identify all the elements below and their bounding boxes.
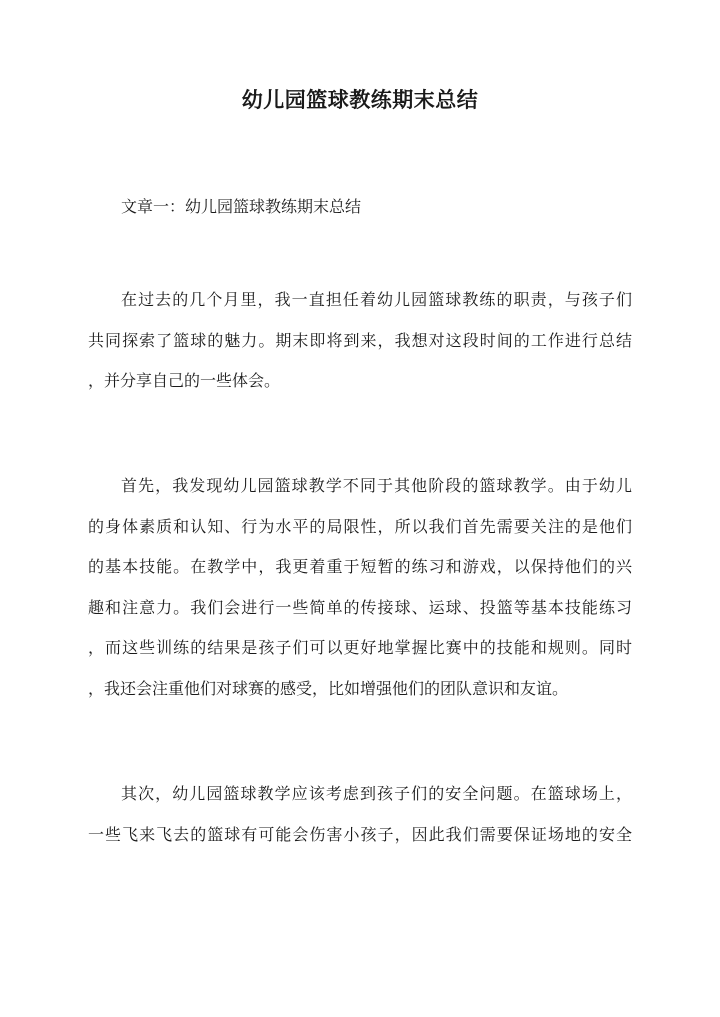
paragraph-line: ，我还会注重他们对球赛的感受，比如增强他们的团队意识和友谊。 bbox=[88, 678, 569, 698]
article-subtitle: 文章一：幼儿园篮球教练期末总结 bbox=[121, 197, 362, 216]
paragraph-line: 趣和注意力。我们会进行一些简单的传接球、运球、投篮等基本技能练习 bbox=[88, 597, 632, 617]
paragraph-line: ，而这些训练的结果是孩子们可以更好地掌握比赛中的技能和规则。同时 bbox=[88, 638, 632, 657]
paragraph-line: ，并分享自己的一些体会。 bbox=[88, 371, 281, 390]
paragraph-line: 的基本技能。在教学中，我更着重于短暂的练习和游戏，以保持他们的兴 bbox=[88, 557, 632, 576]
paragraph-intro bbox=[88, 280, 632, 402]
paragraph-line: 首先，我发现幼儿园篮球教学不同于其他阶段的篮球教学。由于幼儿 bbox=[121, 476, 632, 495]
paragraph-line: 其次，幼儿园篮球教学应该考虑到孩子们的安全问题。在篮球场上， bbox=[121, 784, 632, 803]
paragraph-first-point bbox=[88, 466, 632, 709]
paragraph-line: 的身体素质和认知、行为水平的局限性，所以我们首先需要关注的是他们 bbox=[88, 516, 632, 536]
paragraph-second-point bbox=[88, 774, 632, 855]
paragraph-line: 共同探索了篮球的魅力。期末即将到来，我想对这段时间的工作进行总结 bbox=[88, 330, 632, 350]
document-title: 幼儿园篮球教练期末总结 bbox=[241, 87, 479, 112]
paragraph-line: 在过去的几个月里，我一直担任着幼儿园篮球教练的职责，与孩子们 bbox=[121, 290, 632, 309]
paragraph-line: 一些飞来飞去的篮球有可能会伤害小孩子，因此我们需要保证场地的安全 bbox=[88, 824, 632, 844]
